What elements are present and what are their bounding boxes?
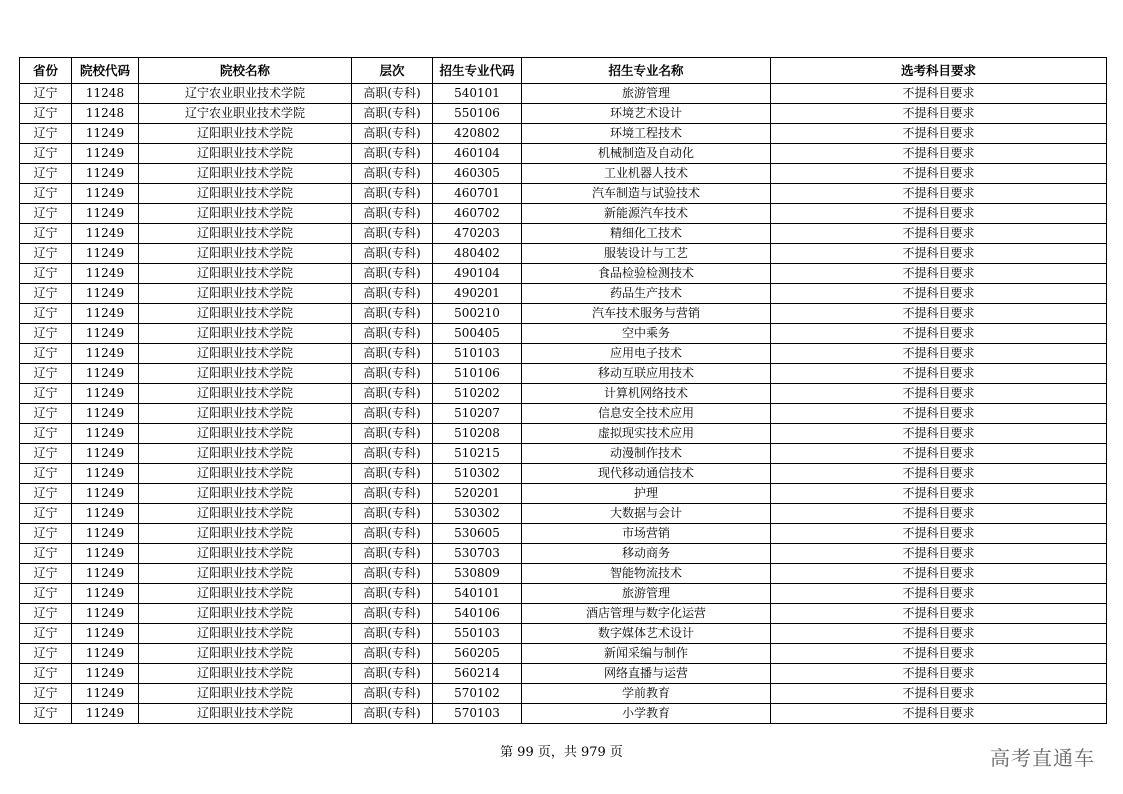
cell-school-name: 辽阳职业技术学院 bbox=[139, 584, 352, 604]
watermark-logo-text: 高考直通车 bbox=[990, 746, 1095, 770]
cell-level: 高职(专科) bbox=[352, 144, 433, 164]
cell-major-name: 旅游管理 bbox=[522, 84, 771, 104]
cell-province: 辽宁 bbox=[20, 424, 72, 444]
cell-level: 高职(专科) bbox=[352, 284, 433, 304]
table-row bbox=[20, 484, 1107, 504]
cell-school-name: 辽阳职业技术学院 bbox=[139, 224, 352, 244]
cell-major-name: 移动商务 bbox=[522, 544, 771, 564]
header-province: 省份 bbox=[20, 58, 72, 84]
cell-level: 高职(专科) bbox=[352, 464, 433, 484]
cell-major-code: 510202 bbox=[433, 384, 522, 404]
cell-subject-requirement: 不提科目要求 bbox=[771, 164, 1107, 184]
cell-level: 高职(专科) bbox=[352, 164, 433, 184]
cell-level: 高职(专科) bbox=[352, 564, 433, 584]
cell-school-code: 11249 bbox=[72, 364, 139, 384]
cell-major-code: 550103 bbox=[433, 624, 522, 644]
cell-subject-requirement: 不提科目要求 bbox=[771, 584, 1107, 604]
table-row bbox=[20, 684, 1107, 704]
header-school-name: 院校名称 bbox=[139, 58, 352, 84]
cell-province: 辽宁 bbox=[20, 484, 72, 504]
cell-major-name: 动漫制作技术 bbox=[522, 444, 771, 464]
cell-school-code: 11249 bbox=[72, 304, 139, 324]
table-row bbox=[20, 564, 1107, 584]
cell-level: 高职(专科) bbox=[352, 504, 433, 524]
cell-level: 高职(专科) bbox=[352, 404, 433, 424]
table-row bbox=[20, 624, 1107, 644]
cell-major-code: 470203 bbox=[433, 224, 522, 244]
table-row bbox=[20, 304, 1107, 324]
cell-school-code: 11249 bbox=[72, 444, 139, 464]
cell-school-name: 辽阳职业技术学院 bbox=[139, 164, 352, 184]
cell-major-code: 420802 bbox=[433, 124, 522, 144]
cell-major-code: 540101 bbox=[433, 584, 522, 604]
cell-major-code: 510302 bbox=[433, 464, 522, 484]
cell-major-code: 460305 bbox=[433, 164, 522, 184]
cell-level: 高职(专科) bbox=[352, 544, 433, 564]
cell-subject-requirement: 不提科目要求 bbox=[771, 104, 1107, 124]
cell-major-code: 540106 bbox=[433, 604, 522, 624]
cell-major-name: 护理 bbox=[522, 484, 771, 504]
cell-major-code: 490104 bbox=[433, 264, 522, 284]
cell-school-name: 辽阳职业技术学院 bbox=[139, 664, 352, 684]
cell-school-code: 11249 bbox=[72, 504, 139, 524]
table-row bbox=[20, 404, 1107, 424]
cell-level: 高职(专科) bbox=[352, 104, 433, 124]
cell-school-code: 11249 bbox=[72, 664, 139, 684]
cell-subject-requirement: 不提科目要求 bbox=[771, 504, 1107, 524]
cell-school-name: 辽阳职业技术学院 bbox=[139, 144, 352, 164]
cell-province: 辽宁 bbox=[20, 664, 72, 684]
table-header-row bbox=[20, 58, 1107, 84]
cell-school-name: 辽宁农业职业技术学院 bbox=[139, 84, 352, 104]
cell-major-name: 工业机器人技术 bbox=[522, 164, 771, 184]
cell-school-code: 11249 bbox=[72, 624, 139, 644]
cell-school-name: 辽阳职业技术学院 bbox=[139, 684, 352, 704]
cell-level: 高职(专科) bbox=[352, 624, 433, 644]
table-row bbox=[20, 264, 1107, 284]
cell-province: 辽宁 bbox=[20, 124, 72, 144]
cell-subject-requirement: 不提科目要求 bbox=[771, 284, 1107, 304]
cell-major-code: 520201 bbox=[433, 484, 522, 504]
cell-major-name: 数字媒体艺术设计 bbox=[522, 624, 771, 644]
cell-school-code: 11249 bbox=[72, 524, 139, 544]
cell-school-name: 辽阳职业技术学院 bbox=[139, 604, 352, 624]
cell-major-name: 信息安全技术应用 bbox=[522, 404, 771, 424]
cell-major-name: 服装设计与工艺 bbox=[522, 244, 771, 264]
cell-province: 辽宁 bbox=[20, 584, 72, 604]
cell-level: 高职(专科) bbox=[352, 244, 433, 264]
cell-school-code: 11249 bbox=[72, 264, 139, 284]
cell-major-code: 490201 bbox=[433, 284, 522, 304]
cell-school-name: 辽阳职业技术学院 bbox=[139, 264, 352, 284]
cell-major-name: 网络直播与运营 bbox=[522, 664, 771, 684]
cell-level: 高职(专科) bbox=[352, 704, 433, 724]
cell-school-name: 辽阳职业技术学院 bbox=[139, 484, 352, 504]
table-row bbox=[20, 464, 1107, 484]
cell-level: 高职(专科) bbox=[352, 364, 433, 384]
table-row bbox=[20, 344, 1107, 364]
cell-level: 高职(专科) bbox=[352, 124, 433, 144]
cell-subject-requirement: 不提科目要求 bbox=[771, 624, 1107, 644]
cell-level: 高职(专科) bbox=[352, 444, 433, 464]
cell-major-name: 应用电子技术 bbox=[522, 344, 771, 364]
table-row bbox=[20, 584, 1107, 604]
cell-school-name: 辽阳职业技术学院 bbox=[139, 644, 352, 664]
cell-level: 高职(专科) bbox=[352, 184, 433, 204]
cell-subject-requirement: 不提科目要求 bbox=[771, 144, 1107, 164]
cell-level: 高职(专科) bbox=[352, 384, 433, 404]
admission-table bbox=[19, 57, 1107, 724]
cell-school-code: 11249 bbox=[72, 324, 139, 344]
cell-province: 辽宁 bbox=[20, 464, 72, 484]
cell-school-code: 11249 bbox=[72, 484, 139, 504]
cell-subject-requirement: 不提科目要求 bbox=[771, 684, 1107, 704]
cell-province: 辽宁 bbox=[20, 604, 72, 624]
cell-province: 辽宁 bbox=[20, 524, 72, 544]
cell-province: 辽宁 bbox=[20, 684, 72, 704]
cell-subject-requirement: 不提科目要求 bbox=[771, 224, 1107, 244]
cell-school-code: 11249 bbox=[72, 544, 139, 564]
table-row bbox=[20, 604, 1107, 624]
cell-major-name: 小学教育 bbox=[522, 704, 771, 724]
cell-major-code: 530605 bbox=[433, 524, 522, 544]
cell-school-code: 11249 bbox=[72, 464, 139, 484]
cell-major-code: 530302 bbox=[433, 504, 522, 524]
table-row bbox=[20, 84, 1107, 104]
table-row bbox=[20, 164, 1107, 184]
cell-level: 高职(专科) bbox=[352, 84, 433, 104]
table-row bbox=[20, 144, 1107, 164]
cell-subject-requirement: 不提科目要求 bbox=[771, 444, 1107, 464]
cell-major-name: 现代移动通信技术 bbox=[522, 464, 771, 484]
cell-school-code: 11249 bbox=[72, 204, 139, 224]
cell-school-code: 11248 bbox=[72, 84, 139, 104]
cell-level: 高职(专科) bbox=[352, 204, 433, 224]
cell-subject-requirement: 不提科目要求 bbox=[771, 244, 1107, 264]
cell-province: 辽宁 bbox=[20, 144, 72, 164]
cell-school-name: 辽阳职业技术学院 bbox=[139, 624, 352, 644]
cell-level: 高职(专科) bbox=[352, 664, 433, 684]
cell-school-code: 11249 bbox=[72, 184, 139, 204]
cell-subject-requirement: 不提科目要求 bbox=[771, 264, 1107, 284]
cell-subject-requirement: 不提科目要求 bbox=[771, 384, 1107, 404]
table-row bbox=[20, 644, 1107, 664]
cell-province: 辽宁 bbox=[20, 224, 72, 244]
cell-major-name: 空中乘务 bbox=[522, 324, 771, 344]
cell-major-code: 570103 bbox=[433, 704, 522, 724]
cell-subject-requirement: 不提科目要求 bbox=[771, 564, 1107, 584]
cell-province: 辽宁 bbox=[20, 264, 72, 284]
cell-province: 辽宁 bbox=[20, 404, 72, 424]
cell-major-name: 汽车制造与试验技术 bbox=[522, 184, 771, 204]
cell-level: 高职(专科) bbox=[352, 424, 433, 444]
cell-school-code: 11249 bbox=[72, 564, 139, 584]
cell-level: 高职(专科) bbox=[352, 524, 433, 544]
cell-level: 高职(专科) bbox=[352, 584, 433, 604]
cell-school-code: 11249 bbox=[72, 124, 139, 144]
cell-level: 高职(专科) bbox=[352, 484, 433, 504]
cell-major-name: 虚拟现实技术应用 bbox=[522, 424, 771, 444]
cell-major-name: 市场营销 bbox=[522, 524, 771, 544]
cell-major-name: 环境艺术设计 bbox=[522, 104, 771, 124]
cell-school-code: 11249 bbox=[72, 344, 139, 364]
cell-subject-requirement: 不提科目要求 bbox=[771, 664, 1107, 684]
cell-level: 高职(专科) bbox=[352, 604, 433, 624]
cell-school-code: 11249 bbox=[72, 384, 139, 404]
table-row bbox=[20, 524, 1107, 544]
header-subject-requirement: 选考科目要求 bbox=[771, 58, 1107, 84]
cell-subject-requirement: 不提科目要求 bbox=[771, 544, 1107, 564]
cell-major-code: 540101 bbox=[433, 84, 522, 104]
table-row bbox=[20, 424, 1107, 444]
cell-major-code: 500210 bbox=[433, 304, 522, 324]
cell-province: 辽宁 bbox=[20, 84, 72, 104]
cell-major-name: 学前教育 bbox=[522, 684, 771, 704]
cell-major-code: 460702 bbox=[433, 204, 522, 224]
cell-major-code: 500405 bbox=[433, 324, 522, 344]
cell-major-code: 510207 bbox=[433, 404, 522, 424]
cell-major-code: 460701 bbox=[433, 184, 522, 204]
cell-school-name: 辽阳职业技术学院 bbox=[139, 544, 352, 564]
cell-province: 辽宁 bbox=[20, 324, 72, 344]
cell-major-code: 560205 bbox=[433, 644, 522, 664]
cell-subject-requirement: 不提科目要求 bbox=[771, 424, 1107, 444]
cell-school-name: 辽阳职业技术学院 bbox=[139, 364, 352, 384]
table-row bbox=[20, 244, 1107, 264]
cell-major-code: 510215 bbox=[433, 444, 522, 464]
cell-province: 辽宁 bbox=[20, 204, 72, 224]
table-row bbox=[20, 664, 1107, 684]
cell-province: 辽宁 bbox=[20, 384, 72, 404]
cell-subject-requirement: 不提科目要求 bbox=[771, 344, 1107, 364]
cell-province: 辽宁 bbox=[20, 104, 72, 124]
cell-subject-requirement: 不提科目要求 bbox=[771, 124, 1107, 144]
cell-major-code: 530809 bbox=[433, 564, 522, 584]
table-row bbox=[20, 104, 1107, 124]
header-level: 层次 bbox=[352, 58, 433, 84]
table-row bbox=[20, 444, 1107, 464]
cell-level: 高职(专科) bbox=[352, 224, 433, 244]
cell-school-name: 辽阳职业技术学院 bbox=[139, 184, 352, 204]
cell-province: 辽宁 bbox=[20, 704, 72, 724]
cell-school-name: 辽宁农业职业技术学院 bbox=[139, 104, 352, 124]
table-row bbox=[20, 324, 1107, 344]
cell-school-code: 11249 bbox=[72, 424, 139, 444]
cell-subject-requirement: 不提科目要求 bbox=[771, 484, 1107, 504]
cell-province: 辽宁 bbox=[20, 244, 72, 264]
cell-level: 高职(专科) bbox=[352, 344, 433, 364]
cell-school-code: 11249 bbox=[72, 244, 139, 264]
cell-school-name: 辽阳职业技术学院 bbox=[139, 344, 352, 364]
header-school-code: 院校代码 bbox=[72, 58, 139, 84]
cell-school-name: 辽阳职业技术学院 bbox=[139, 384, 352, 404]
cell-province: 辽宁 bbox=[20, 344, 72, 364]
cell-province: 辽宁 bbox=[20, 184, 72, 204]
cell-school-code: 11249 bbox=[72, 284, 139, 304]
cell-school-name: 辽阳职业技术学院 bbox=[139, 464, 352, 484]
table-row bbox=[20, 504, 1107, 524]
table-row bbox=[20, 204, 1107, 224]
cell-school-code: 11248 bbox=[72, 104, 139, 124]
cell-province: 辽宁 bbox=[20, 504, 72, 524]
cell-subject-requirement: 不提科目要求 bbox=[771, 324, 1107, 344]
table-row bbox=[20, 364, 1107, 384]
cell-level: 高职(专科) bbox=[352, 644, 433, 664]
cell-subject-requirement: 不提科目要求 bbox=[771, 84, 1107, 104]
cell-subject-requirement: 不提科目要求 bbox=[771, 404, 1107, 424]
cell-school-code: 11249 bbox=[72, 404, 139, 424]
cell-school-name: 辽阳职业技术学院 bbox=[139, 404, 352, 424]
cell-subject-requirement: 不提科目要求 bbox=[771, 464, 1107, 484]
cell-subject-requirement: 不提科目要求 bbox=[771, 304, 1107, 324]
cell-level: 高职(专科) bbox=[352, 684, 433, 704]
cell-province: 辽宁 bbox=[20, 564, 72, 584]
cell-school-name: 辽阳职业技术学院 bbox=[139, 424, 352, 444]
table-row bbox=[20, 704, 1107, 724]
cell-major-name: 精细化工技术 bbox=[522, 224, 771, 244]
cell-school-name: 辽阳职业技术学院 bbox=[139, 564, 352, 584]
cell-school-name: 辽阳职业技术学院 bbox=[139, 284, 352, 304]
table-row bbox=[20, 224, 1107, 244]
cell-school-code: 11249 bbox=[72, 164, 139, 184]
table-row bbox=[20, 124, 1107, 144]
table-row bbox=[20, 384, 1107, 404]
cell-major-code: 530703 bbox=[433, 544, 522, 564]
cell-major-name: 药品生产技术 bbox=[522, 284, 771, 304]
cell-major-code: 570102 bbox=[433, 684, 522, 704]
cell-school-name: 辽阳职业技术学院 bbox=[139, 444, 352, 464]
cell-school-name: 辽阳职业技术学院 bbox=[139, 524, 352, 544]
cell-major-name: 酒店管理与数字化运营 bbox=[522, 604, 771, 624]
cell-school-name: 辽阳职业技术学院 bbox=[139, 324, 352, 344]
cell-major-name: 新能源汽车技术 bbox=[522, 204, 771, 224]
cell-major-code: 480402 bbox=[433, 244, 522, 264]
cell-major-code: 510208 bbox=[433, 424, 522, 444]
cell-major-code: 510106 bbox=[433, 364, 522, 384]
cell-school-name: 辽阳职业技术学院 bbox=[139, 124, 352, 144]
cell-province: 辽宁 bbox=[20, 544, 72, 564]
cell-school-code: 11249 bbox=[72, 144, 139, 164]
header-major-name: 招生专业名称 bbox=[522, 58, 771, 84]
cell-major-code: 550106 bbox=[433, 104, 522, 124]
cell-school-name: 辽阳职业技术学院 bbox=[139, 704, 352, 724]
cell-major-name: 大数据与会计 bbox=[522, 504, 771, 524]
cell-school-code: 11249 bbox=[72, 604, 139, 624]
cell-subject-requirement: 不提科目要求 bbox=[771, 184, 1107, 204]
cell-major-name: 移动互联应用技术 bbox=[522, 364, 771, 384]
cell-school-code: 11249 bbox=[72, 584, 139, 604]
cell-province: 辽宁 bbox=[20, 284, 72, 304]
cell-major-name: 新闻采编与制作 bbox=[522, 644, 771, 664]
cell-subject-requirement: 不提科目要求 bbox=[771, 204, 1107, 224]
cell-school-name: 辽阳职业技术学院 bbox=[139, 304, 352, 324]
cell-major-name: 智能物流技术 bbox=[522, 564, 771, 584]
cell-subject-requirement: 不提科目要求 bbox=[771, 524, 1107, 544]
cell-major-code: 460104 bbox=[433, 144, 522, 164]
cell-major-name: 机械制造及自动化 bbox=[522, 144, 771, 164]
table-row bbox=[20, 184, 1107, 204]
cell-major-name: 计算机网络技术 bbox=[522, 384, 771, 404]
cell-school-code: 11249 bbox=[72, 644, 139, 664]
cell-major-name: 汽车技术服务与营销 bbox=[522, 304, 771, 324]
cell-major-name: 旅游管理 bbox=[522, 584, 771, 604]
cell-school-code: 11249 bbox=[72, 684, 139, 704]
cell-school-code: 11249 bbox=[72, 224, 139, 244]
cell-province: 辽宁 bbox=[20, 164, 72, 184]
cell-major-code: 510103 bbox=[433, 344, 522, 364]
cell-school-code: 11249 bbox=[72, 704, 139, 724]
cell-province: 辽宁 bbox=[20, 624, 72, 644]
cell-level: 高职(专科) bbox=[352, 304, 433, 324]
cell-level: 高职(专科) bbox=[352, 324, 433, 344]
cell-school-name: 辽阳职业技术学院 bbox=[139, 504, 352, 524]
table-row bbox=[20, 544, 1107, 564]
cell-province: 辽宁 bbox=[20, 644, 72, 664]
table-row bbox=[20, 284, 1107, 304]
cell-subject-requirement: 不提科目要求 bbox=[771, 604, 1107, 624]
cell-school-name: 辽阳职业技术学院 bbox=[139, 204, 352, 224]
cell-level: 高职(专科) bbox=[352, 264, 433, 284]
cell-major-name: 环境工程技术 bbox=[522, 124, 771, 144]
cell-subject-requirement: 不提科目要求 bbox=[771, 704, 1107, 724]
cell-province: 辽宁 bbox=[20, 444, 72, 464]
cell-province: 辽宁 bbox=[20, 304, 72, 324]
cell-subject-requirement: 不提科目要求 bbox=[771, 644, 1107, 664]
cell-major-code: 560214 bbox=[433, 664, 522, 684]
cell-major-name: 食品检验检测技术 bbox=[522, 264, 771, 284]
cell-school-name: 辽阳职业技术学院 bbox=[139, 244, 352, 264]
page-footer: 第 99 页，共 979 页 bbox=[500, 745, 623, 760]
cell-subject-requirement: 不提科目要求 bbox=[771, 364, 1107, 384]
cell-province: 辽宁 bbox=[20, 364, 72, 384]
header-major-code: 招生专业代码 bbox=[433, 58, 522, 84]
